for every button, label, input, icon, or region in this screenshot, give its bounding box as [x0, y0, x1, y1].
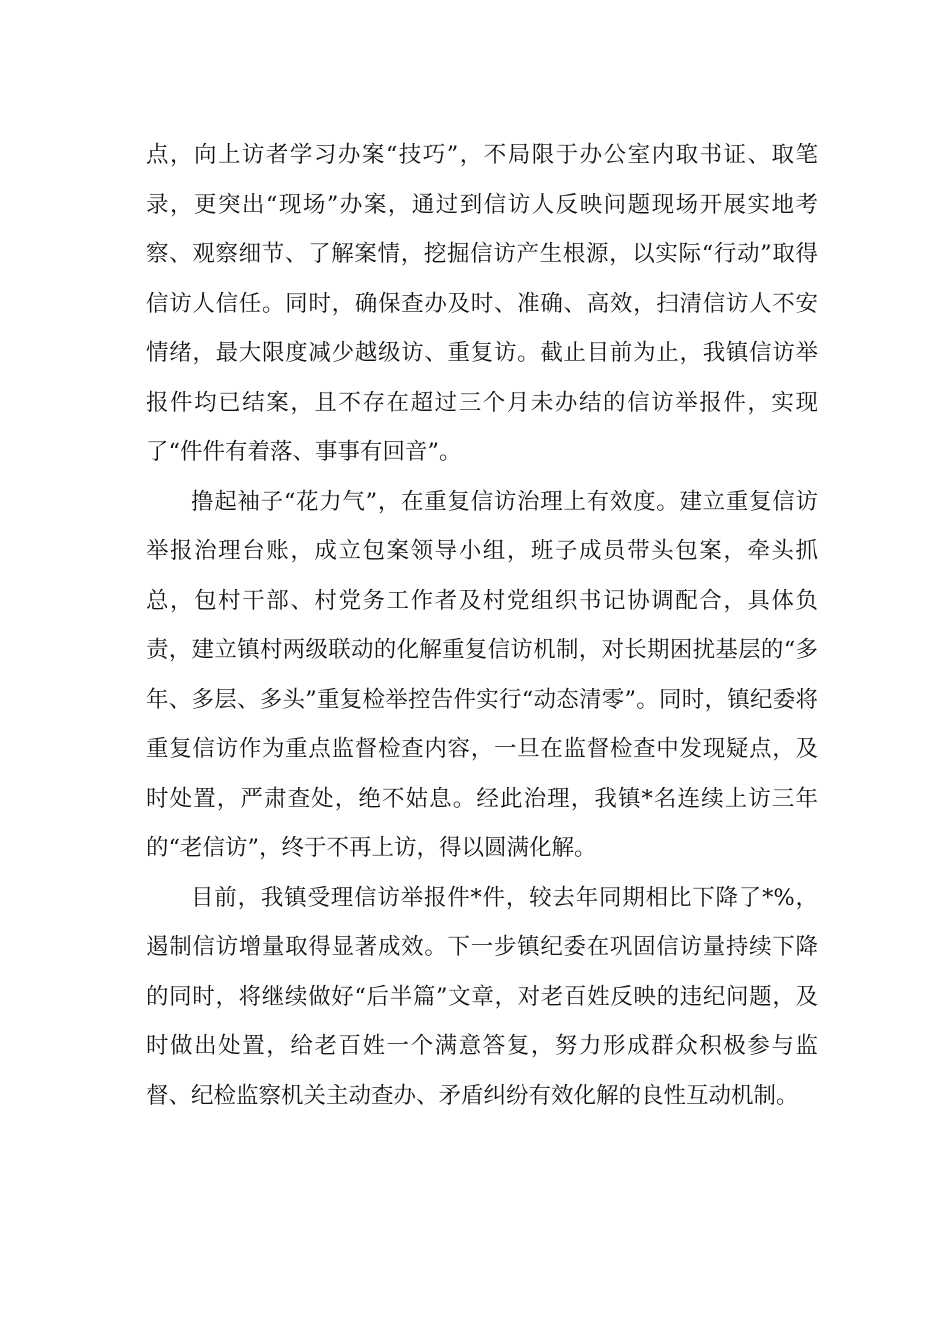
paragraph-repeat-petition-governance: 撸起袖子“花力气”，在重复信访治理上有效度。建立重复信访举报治理台账，成立包案领导小组，班子成员带头包案，牵头抓总，包村干部、村党务工作者及村党组织书记协调配合，具体负责，建立镇村两级联动的化解重复信访机制，对长期困扰基层的“多年、多层、多头”重复检举控告件实行“动态清零”。同时，镇纪委将重复信访作为重点监督检查内容，一旦在监督检查中发现疑点，及时处置，严肃查处，绝不姑息。经此治理，我镇*名连续上访三年的“老信访”，终于不再上访，得以圆满化解。: [146, 488, 818, 861]
paragraph-current-results: 目前，我镇受理信访举报件*件，较去年同期相比下降了*%，遏制信访增量取得显著成效。下一步镇纪委在巩固信访量持续下降的同时，将继续做好“后半篇”文章，对老百姓反映的违纪问题，及时做出处置，给老百姓一个满意答复，努力形成群众积极参与监督、纪检监察机关主动查办、矛盾纠纷有效化解的良性互动机制。: [146, 884, 818, 1109]
paragraph-case-handling: 点，向上访者学习办案“技巧”，不局限于办公室内取书证、取笔录，更突出“现场”办案，通过到信访人反映问题现场开展实地考察、观察细节、了解案情，挖掘信访产生根源，以实际“行动”取得信访人信任。同时，确保查办及时、准确、高效，扫清信访人不安情绪，最大限度减少越级访、重复访。截止目前为止，我镇信访举报件均已结案，且不存在超过三个月未办结的信访举报件，实现了“件件有着落、事事有回音”。: [146, 142, 818, 465]
document-body: [146, 131, 818, 1121]
